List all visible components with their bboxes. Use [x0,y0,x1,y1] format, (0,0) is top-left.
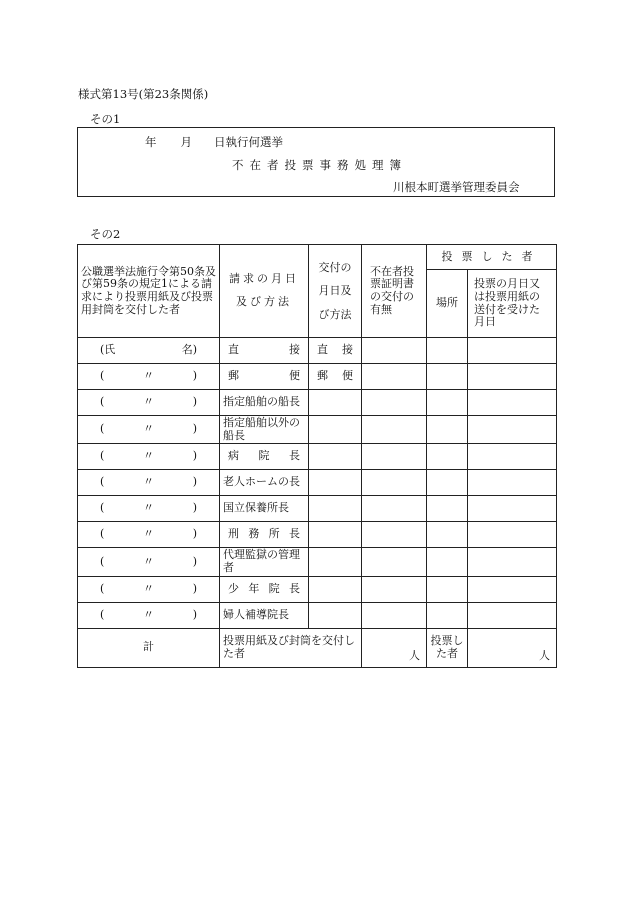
place-cell[interactable] [427,548,468,576]
place-cell[interactable] [427,444,468,470]
recipient-name-cell [78,470,220,496]
header-recipient: 公職選挙法施行令第50条及び第59条の規定1による請求により投票用紙及び投票用封筒を交付した者 [78,245,220,338]
name-open: ( [100,527,105,541]
name-open: ( [100,449,105,463]
delivery-method-cell [309,416,362,444]
vote-date-cell[interactable] [468,390,557,416]
table-row [78,470,557,496]
name-close: ) [192,475,197,489]
header-delivery-method [309,245,362,338]
vote-date-cell[interactable] [468,576,557,602]
name-open: ( [100,475,105,489]
header-certificate: 不在者投票証明書の交付の有無 [362,245,427,338]
request-method-cell: 婦人補導院長 [220,602,309,628]
recipient-name-cell [78,496,220,522]
name-open: ( [100,422,105,436]
total-row [78,628,557,667]
name-close: ) [192,395,197,409]
certificate-cell[interactable] [362,364,427,390]
name-close: ) [192,422,197,436]
table-row [78,576,557,602]
certificate-cell[interactable] [362,548,427,576]
recipient-name-cell [78,390,220,416]
certificate-cell[interactable] [362,416,427,444]
request-method-cell: 刑務所長 [220,522,309,548]
table-row [78,444,557,470]
delivery-method-cell [309,470,362,496]
certificate-cell[interactable] [362,522,427,548]
place-cell[interactable] [427,522,468,548]
vote-date-cell[interactable] [468,470,557,496]
certificate-cell[interactable] [362,496,427,522]
request-method-cell: 病院長 [220,444,309,470]
place-cell[interactable] [427,496,468,522]
table-row [78,496,557,522]
name-open: ( [100,607,105,621]
register-table [77,244,557,668]
vote-date-cell[interactable] [468,522,557,548]
ditto-mark: 〃 [143,422,154,436]
vote-date-cell[interactable] [468,416,557,444]
place-cell[interactable] [427,416,468,444]
name-close: ) [192,554,197,568]
place-cell[interactable] [427,390,468,416]
request-method-cell: 老人ホームの長 [220,470,309,496]
header-delivery-line1: 交付の [318,261,352,275]
delivery-method-cell [309,548,362,576]
total-label: 計 [78,628,220,667]
delivery-method-cell: 郵便 [309,364,362,390]
certificate-cell[interactable] [362,444,427,470]
vote-date-cell[interactable] [468,496,557,522]
name-open: ( [100,554,105,568]
certificate-cell[interactable] [362,390,427,416]
delivery-method-cell [309,390,362,416]
header-delivery-line2: 月日及 [318,284,352,298]
ditto-mark: 〃 [143,607,154,621]
table-row [78,522,557,548]
recipient-name-cell [78,338,220,364]
name-open: ( [100,581,105,595]
name-close: ) [192,527,197,541]
recipient-name-cell [78,548,220,576]
recipient-name-cell [78,444,220,470]
place-cell[interactable] [427,338,468,364]
recipient-name-cell [78,522,220,548]
delivery-method-cell [309,522,362,548]
name-close: ) [192,581,197,595]
request-method-cell: 郵便 [220,364,309,390]
form-label: 様式第13号(第23条関係) [78,87,209,101]
name-open: (氏 [100,343,116,357]
table-row [78,338,557,364]
header-request-method [220,245,309,338]
committee-name: 川根本町選挙管理委員会 [393,180,520,194]
ditto-mark: 〃 [143,369,154,383]
header-sent-date: 投票の月日又は投票用紙の送付を受けた月日 [468,270,557,338]
request-method-cell: 指定船舶の船長 [220,390,309,416]
vote-date-cell[interactable] [468,444,557,470]
name-open: ( [100,395,105,409]
header-voted-group: 投票した者 [427,245,557,270]
delivery-method-cell [309,496,362,522]
part1-label: その1 [90,112,121,126]
register-title: 不在者投票事務処理簿 [232,158,407,172]
certificate-cell[interactable] [362,470,427,496]
recipient-name-cell [78,576,220,602]
ditto-mark: 〃 [143,395,154,409]
issued-count-unit: 人 [362,628,427,667]
ditto-mark: 〃 [143,449,154,463]
name-close: ) [192,607,197,621]
vote-date-cell[interactable] [468,364,557,390]
place-cell[interactable] [427,470,468,496]
request-method-cell: 国立保養所長 [220,496,309,522]
table-row [78,416,557,444]
request-method-cell: 指定船舶以外の船長 [220,416,309,444]
delivery-method-cell [309,602,362,628]
recipient-name-cell [78,602,220,628]
voted-label: 投票した者 [427,628,468,667]
voted-count-unit: 人 [468,628,557,667]
name-close: ) [192,369,197,383]
vote-date-cell[interactable] [468,548,557,576]
table-row [78,602,557,628]
table-row [78,548,557,576]
table-row [78,390,557,416]
name-open: ( [100,501,105,515]
name-open: ( [100,369,105,383]
name-close: ) [192,449,197,463]
table-row [78,364,557,390]
month-label: 月 [180,135,192,149]
header-request-line2: 及び方法 [236,295,292,308]
ditto-mark: 〃 [143,475,154,489]
header-request-line1: 請求の月日 [229,272,299,286]
certificate-cell[interactable] [362,602,427,628]
delivery-method-cell: 直接 [309,338,362,364]
header-row-1 [78,245,557,270]
request-method-cell: 少年院長 [220,576,309,602]
header-place: 場所 [427,270,468,338]
ditto-mark: 〃 [143,527,154,541]
delivery-method-cell [309,444,362,470]
recipient-name-cell [78,416,220,444]
certificate-cell[interactable] [362,338,427,364]
place-cell[interactable] [427,576,468,602]
request-method-cell: 直接 [220,338,309,364]
election-date-line [145,134,283,150]
ditto-mark: 〃 [143,581,154,595]
vote-date-cell[interactable] [468,602,557,628]
header-delivery-line3: び方法 [318,307,352,321]
part2-label: その2 [90,227,121,241]
place-cell[interactable] [427,602,468,628]
register-rows [78,338,557,629]
ditto-mark: 〃 [143,554,154,568]
vote-date-cell[interactable] [468,338,557,364]
name-close: 名) [181,343,197,357]
place-cell[interactable] [427,364,468,390]
recipient-name-cell [78,364,220,390]
request-method-cell: 代理監獄の管理者 [220,548,309,576]
name-close: ) [192,501,197,515]
ditto-mark: 〃 [143,501,154,515]
year-label: 年 [145,135,157,149]
issued-label: 投票用紙及び封筒を交付した者 [220,628,362,667]
certificate-cell[interactable] [362,576,427,602]
delivery-method-cell [309,576,362,602]
day-election-label: 日執行何選挙 [214,135,283,149]
